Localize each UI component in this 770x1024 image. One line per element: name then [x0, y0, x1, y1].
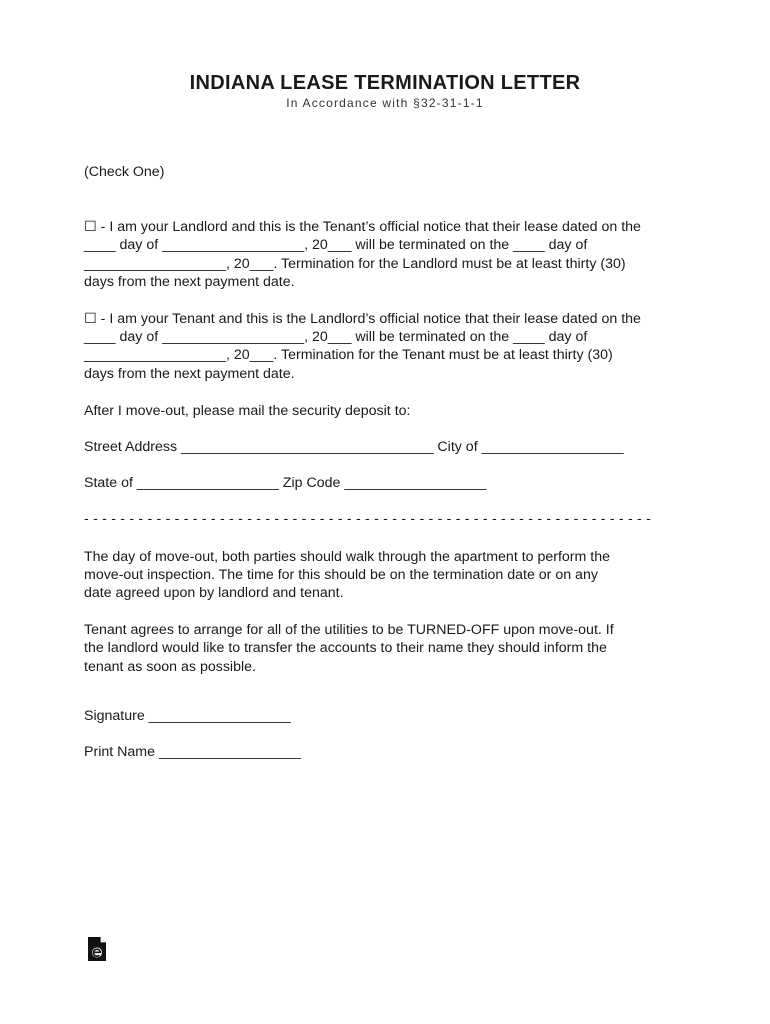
landlord-option-paragraph: ☐ - I am your Landlord and this is the Tenant’s official notice that their lease dated on the ____ day of __________________, 20___ will be terminated on the ____ day of __________________, 20___. Termination for the Landlord must be at least thirty (30) days from the next payment date.	[84, 219, 641, 290]
signature-block	[84, 707, 684, 761]
utilities-paragraph: Tenant agrees to arrange for all of the utilities to be TURNED-OFF upon move-out. If the landlord would like to transfer the accounts to their name they should inform the tenant as soon as possible.	[84, 622, 614, 675]
print-name-field: Print Name __________________	[84, 744, 301, 761]
deposit-intro: After I move-out, please mail the security deposit to:	[84, 402, 411, 419]
document-title: INDIANA LEASE TERMINATION LETTER	[189, 72, 581, 94]
check-one-label: (Check One)	[84, 164, 165, 180]
dashed-divider: - - - - - - - - - - - - - - - - - - - - - - - - - - - - - - - - - - - - - - - - - - - - - - - - - - - - - - - - - - - - - - -	[84, 511, 652, 528]
signature-field: Signature __________________	[84, 707, 291, 724]
state-zip-fields: State of __________________ Zip Code __________________	[84, 475, 487, 492]
eforms-logo-icon	[86, 936, 108, 962]
document-subtitle: In Accordance with §32-31-1-1	[286, 96, 484, 110]
street-city-fields: Street Address ________________________________ City of __________________	[84, 439, 624, 456]
inspection-paragraph: The day of move-out, both parties should walk through the apartment to perform the move-out inspection. The time for this should be on the termination date or on any date agreed upon by landlord and tenant.	[84, 548, 611, 602]
document-body	[84, 163, 684, 779]
tenant-option-paragraph: ☐ - I am your Tenant and this is the Landlord’s official notice that their lease dated on the ____ day of __________________, 20___ will be terminated on the ____ day of __________________, 20___. Termination for the Tenant must be at least thirty (30) days from the next payment date.	[84, 311, 641, 382]
